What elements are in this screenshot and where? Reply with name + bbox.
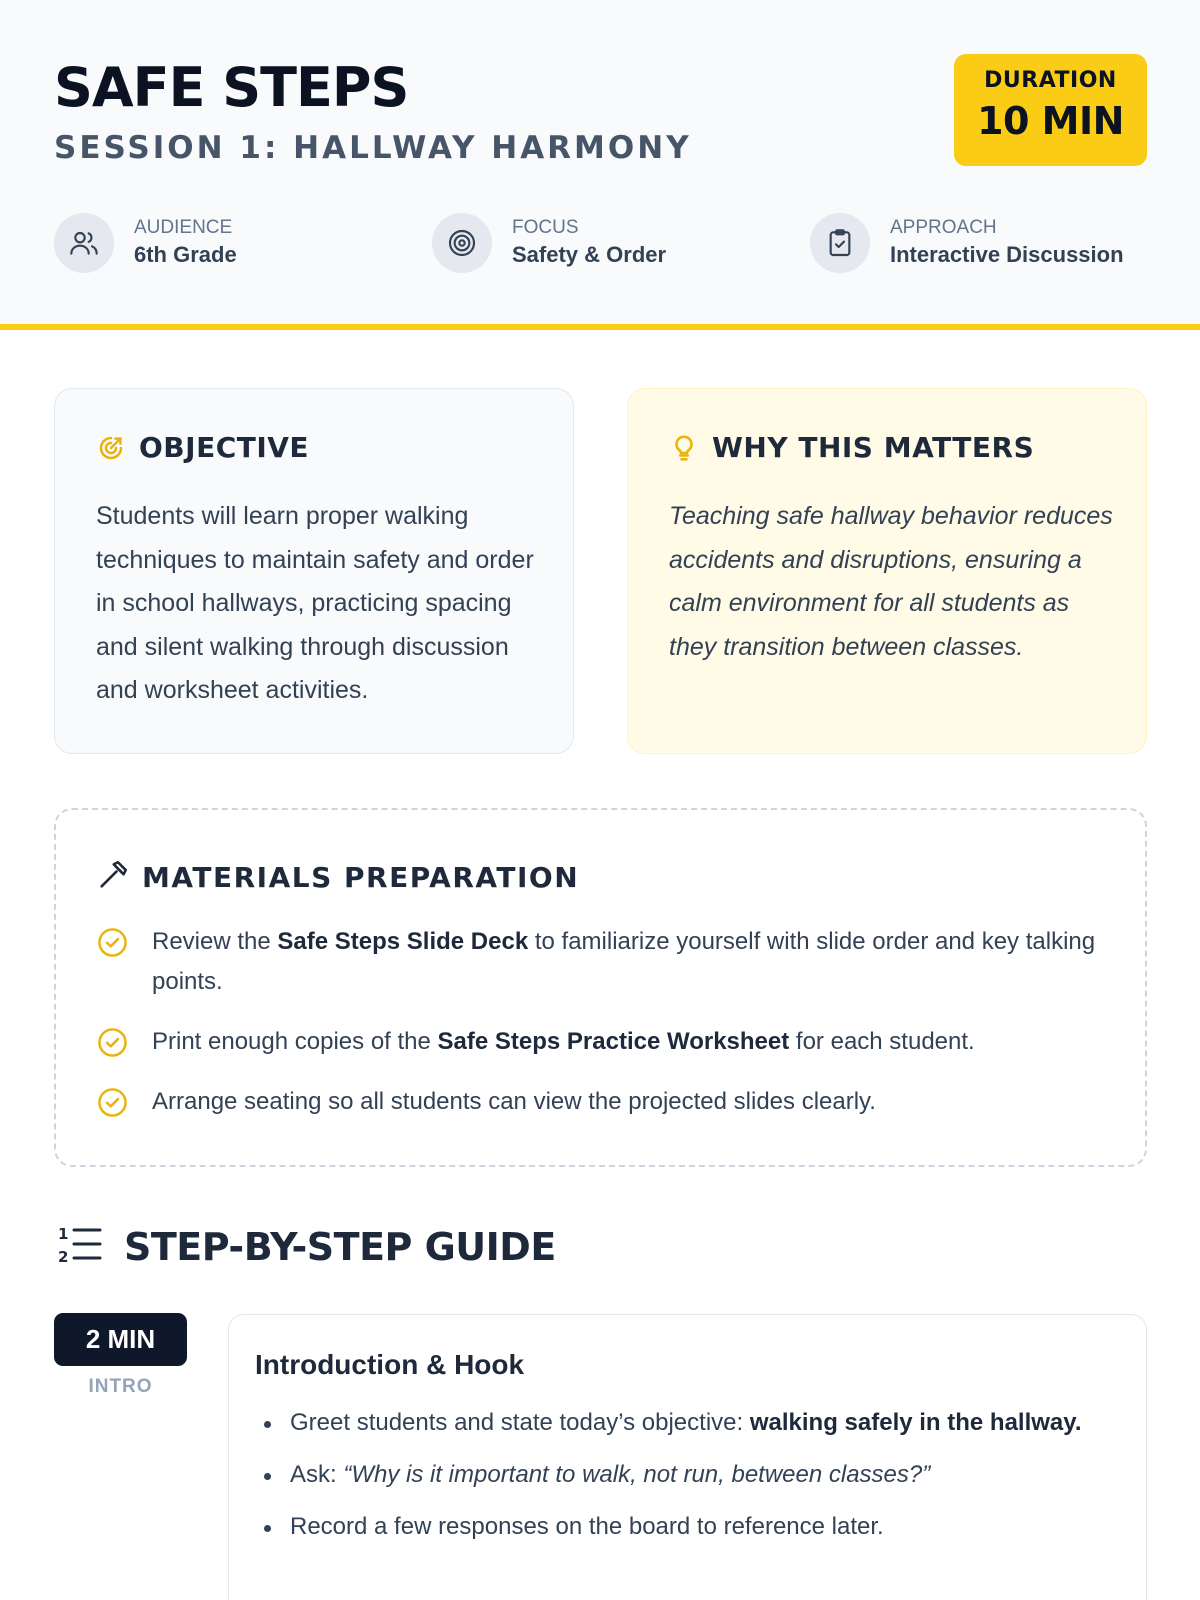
svg-text:2: 2 [58, 1248, 69, 1266]
step-phase-label: INTRO [88, 1376, 153, 1397]
step-title: Introduction & Hook [255, 1349, 525, 1380]
step-time-badge: 2 MIN [54, 1313, 187, 1366]
list-item: Review the Safe Steps Slide Deck to familiarize yourself with slide order and key talking points. [96, 922, 1106, 1002]
list-item: Greet students and state today’s objective: walking safely in the hallway. [262, 1403, 1102, 1443]
check-circle-icon [96, 1086, 129, 1119]
duration-badge [954, 54, 1147, 166]
check-circle-icon [96, 1026, 129, 1059]
list-item: Print enough copies of the Safe Steps Practice Worksheet for each student. [96, 1022, 1106, 1062]
goal-icon [95, 432, 127, 464]
svg-text:1: 1 [58, 1225, 69, 1243]
check-circle-icon [96, 926, 129, 959]
objective-card [54, 388, 574, 754]
meta-label: APPROACH [890, 217, 997, 238]
guide-heading [56, 1222, 556, 1271]
step-bullets [262, 1403, 1102, 1559]
hammer-icon [96, 858, 130, 897]
meta-label: FOCUS [512, 217, 579, 238]
target-icon [432, 213, 492, 273]
header [0, 0, 1200, 330]
materials-list [96, 922, 1106, 1142]
meta-audience [54, 212, 237, 274]
users-icon [54, 213, 114, 273]
meta-value: Interactive Discussion [890, 242, 1124, 267]
duration-label: DURATION [984, 68, 1117, 93]
meta-approach [810, 212, 1124, 274]
objective-text: Students will learn proper walking techniques to maintain safety and order in school hallways, practicing spacing and silent walking through discussion and worksheet activities. [96, 502, 534, 704]
meta-focus [432, 212, 666, 274]
lightbulb-icon [668, 432, 700, 464]
materials-section [54, 808, 1147, 1167]
meta-label: AUDIENCE [134, 217, 233, 238]
session-subtitle: SESSION 1: HALLWAY HARMONY [54, 130, 692, 166]
clipboard-check-icon [810, 213, 870, 273]
why-text: Teaching safe hallway behavior reduces accidents and disruptions, ensuring a calm environment for all students as they transition between classes. [669, 502, 1113, 661]
meta-value: Safety & Order [512, 242, 667, 267]
page-title: SAFE STEPS [54, 56, 409, 119]
numbered-list-icon [56, 1222, 102, 1271]
why-title: WHY THIS MATTERS [712, 431, 1035, 464]
list-item: Record a few responses on the board to reference later. [262, 1507, 1102, 1547]
why-card [627, 388, 1147, 754]
list-item: Ask: “Why is it important to walk, not run, between classes?” [262, 1455, 1102, 1495]
meta-value: 6th Grade [134, 242, 237, 267]
objective-title: OBJECTIVE [139, 431, 310, 464]
duration-value: 10 MIN [977, 99, 1124, 143]
materials-title: MATERIALS PREPARATION [142, 861, 580, 894]
step-card [228, 1314, 1147, 1600]
list-item: Arrange seating so all students can view the projected slides clearly. [96, 1082, 1106, 1122]
guide-title: STEP-BY-STEP GUIDE [124, 1224, 556, 1269]
